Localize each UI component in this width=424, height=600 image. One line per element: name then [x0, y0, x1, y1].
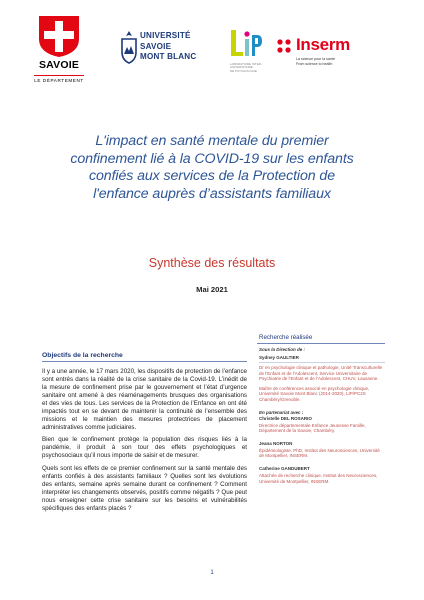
objectives-section	[42, 352, 247, 513]
title-line-3: confiés aux services de la Protection de	[89, 168, 335, 185]
usmb-line2: SAVOIE	[140, 41, 172, 51]
usmb-line1: UNIVERSITÉ	[140, 31, 191, 40]
savoie-divider	[34, 75, 84, 76]
lip-sub-line1: LABORATOIRE INTER-UNIVERSITAIRE	[230, 62, 262, 70]
lip-logo	[228, 27, 264, 71]
usmb-line3: MONT BLANC	[140, 52, 197, 62]
research-rule	[257, 343, 385, 344]
inserm-tagline-fr: La science pour la santé	[296, 57, 335, 61]
partner-name-3: Catherine GANDUBERT	[259, 465, 310, 471]
document-title	[45, 133, 379, 203]
usmb-crest-icon	[120, 30, 138, 64]
partner-name-2: Jeana NORTON	[259, 440, 293, 446]
usmb-logo	[120, 30, 215, 66]
page-number: 1	[210, 570, 214, 576]
document-subtitle: Synthèse des résultats	[148, 256, 276, 270]
title-line-4: l'enfance auprès d’assistants familiaux	[93, 185, 331, 202]
director-separator	[259, 362, 385, 363]
inserm-wordmark: Inserm	[296, 35, 350, 54]
inserm-tagline-en: From science to health	[296, 62, 333, 66]
lip-sub-line2: DE PSYCHOLOGIE	[230, 68, 257, 73]
research-section	[257, 334, 385, 484]
partner-description-1: Directrice départementale Enfance Jeunesse Famille, Département de la Savoie, Chambéry.	[259, 422, 366, 434]
director-description-2: Maître de conférences associé en psychologie clinique, Université Savoie Mont Blanc (2014-2020), LIP/PC2S Chambéry/Grenoble.	[259, 385, 370, 402]
savoie-tagline: LE DÉPARTEMENT	[34, 78, 84, 83]
partner-description-3: Attachée de recherche clinique, Institut des Neurosciences, Université de Montpellier, INSERM.	[259, 472, 378, 484]
partner-name-1: Christelle DEL ROSARIO	[259, 415, 312, 421]
objectives-paragraph-2: Bien que le confinement protège la population des risques liés à la pandémie, il produit à son tour des effets psychologiques et psychosociaux qu’il nous importe de saisir et de mesurer.	[42, 436, 247, 460]
title-line-2: confinement lié à la COVID-19 sur les enfants	[70, 150, 354, 167]
title-line-1: L'impact en santé mentale du premier	[95, 133, 329, 149]
document-date: Mai 2021	[196, 285, 228, 294]
savoie-shield-icon	[38, 15, 80, 58]
director-name: Sydney GAULTIER	[259, 355, 299, 360]
objectives-heading: Objectifs de la recherche	[42, 352, 123, 359]
inserm-mark-icon	[276, 38, 293, 55]
partner-description-2: Épidémiologiste, PhD, Institut des Neurosciences, Université de Montpellier, INSERM.	[259, 447, 380, 459]
partner-label: En partenariat avec :	[259, 409, 304, 415]
research-heading: Recherche réalisée	[259, 334, 313, 341]
direction-label: Sous la Direction de :	[259, 347, 306, 352]
savoie-wordmark: SAVOIE	[38, 59, 80, 71]
objectives-paragraph-3: Quels sont les effets de ce premier confinement sur la santé mentale des enfants confiés à des assistants familiaux ? Quelles sont les évolutions des enfants, semaine après semaine durant ce confinement ? Comment interpréter les changements observés, positifs comme négatifs ? Que peut nous enseigner cette crise sanitaire sur les besoins et vulnérabilités spécifiques des enfants placés ?	[42, 464, 247, 512]
savoie-department-logo	[31, 15, 87, 83]
objectives-paragraph-1: Il y a une année, le 17 mars 2020, les dispositifs de protection de l’enfance sont entrés dans la réalité de la crise sanitaire de la Covid-19. L’inédit de la mesure de confinement prise par le gouvernement et l’état d’urgence sanitaire ont amené à des réaménagements brusques des organisations et des vies de tous. Les services de la Protection de l’Enfance en ont été impactés tout en se devant de maintenir la continuité de l’ensemble des missions et le maintien des mesures protectrices de placement administratives comme judiciaires.	[42, 368, 247, 432]
objectives-rule	[42, 361, 247, 362]
director-description-1: Dr en psychologie clinique et pathologie, Unité Transculturelle de l’Enfant et de l’Adolescent, Service Universitaire de Psychiatrie de l’Enfant et de l’Adolescent, CHUV, Lausanne.	[259, 365, 383, 382]
lip-mark-icon	[228, 27, 264, 63]
